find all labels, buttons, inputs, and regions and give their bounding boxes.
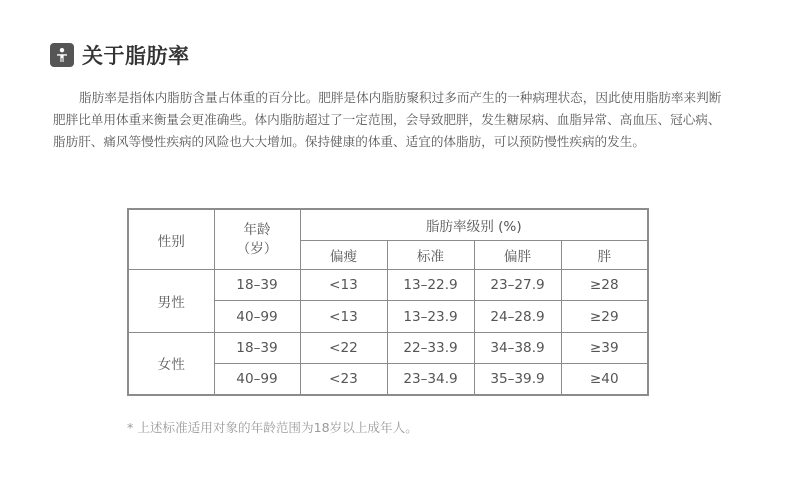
table-row xyxy=(128,270,648,301)
gender-cell-female: 女性 xyxy=(128,332,214,395)
header-level-underweight: 偏瘦 xyxy=(300,241,387,270)
value-cell: 35–39.9 xyxy=(474,363,561,395)
gender-cell-male: 男性 xyxy=(128,270,214,332)
header-level-overweight: 偏胖 xyxy=(474,241,561,270)
header-fat-level-group: 脂肪率级别 (%) xyxy=(300,209,648,241)
header-level-obese: 胖 xyxy=(561,241,648,270)
body-fat-table xyxy=(127,208,649,396)
section-header xyxy=(50,40,190,70)
value-cell: 23–34.9 xyxy=(387,363,474,395)
value-cell: 34–38.9 xyxy=(474,332,561,363)
value-cell: 13–22.9 xyxy=(387,270,474,301)
footnote: * 上述标准适用对象的年龄范围为18岁以上成年人。 xyxy=(127,420,418,435)
value-cell: ≥39 xyxy=(561,332,648,363)
value-cell: <22 xyxy=(300,332,387,363)
value-cell: ≥29 xyxy=(561,301,648,332)
value-cell: <13 xyxy=(300,270,387,301)
page-title: 关于脂肪率 xyxy=(82,44,190,68)
value-cell: 13–23.9 xyxy=(387,301,474,332)
value-cell: 23–27.9 xyxy=(474,270,561,301)
value-cell: <23 xyxy=(300,363,387,395)
header-gender: 性别 xyxy=(128,209,214,270)
age-cell: 40–99 xyxy=(214,363,300,395)
age-cell: 18–39 xyxy=(214,332,300,363)
value-cell: 24–28.9 xyxy=(474,301,561,332)
header-age-label: 年龄 xyxy=(243,221,271,238)
header-level-standard: 标准 xyxy=(387,241,474,270)
age-cell: 40–99 xyxy=(214,301,300,332)
intro-paragraph: 脂肪率是指体内脂肪含量占体重的百分比。肥胖是体内脂肪聚积过多而产生的一种病理状态，因此使用脂肪率来判断肥胖比单用体重来衡量会更准确些。体内脂肪超过了一定范围，会导致肥胖，发生糖尿病、血脂异常、高血压、冠心病、脂肪肝、痛风等慢性疾病的风险也大大增加。保持健康的体重、适宜的体脂肪，可以预防慢性疾病的发生。 xyxy=(53,90,722,149)
header-age xyxy=(214,209,300,270)
age-cell: 18–39 xyxy=(214,270,300,301)
person-icon xyxy=(50,43,74,67)
value-cell: <13 xyxy=(300,301,387,332)
header-age-unit: （岁） xyxy=(236,240,278,257)
value-cell: ≥28 xyxy=(561,270,648,301)
value-cell: 22–33.9 xyxy=(387,332,474,363)
table-row xyxy=(128,332,648,363)
value-cell: ≥40 xyxy=(561,363,648,395)
